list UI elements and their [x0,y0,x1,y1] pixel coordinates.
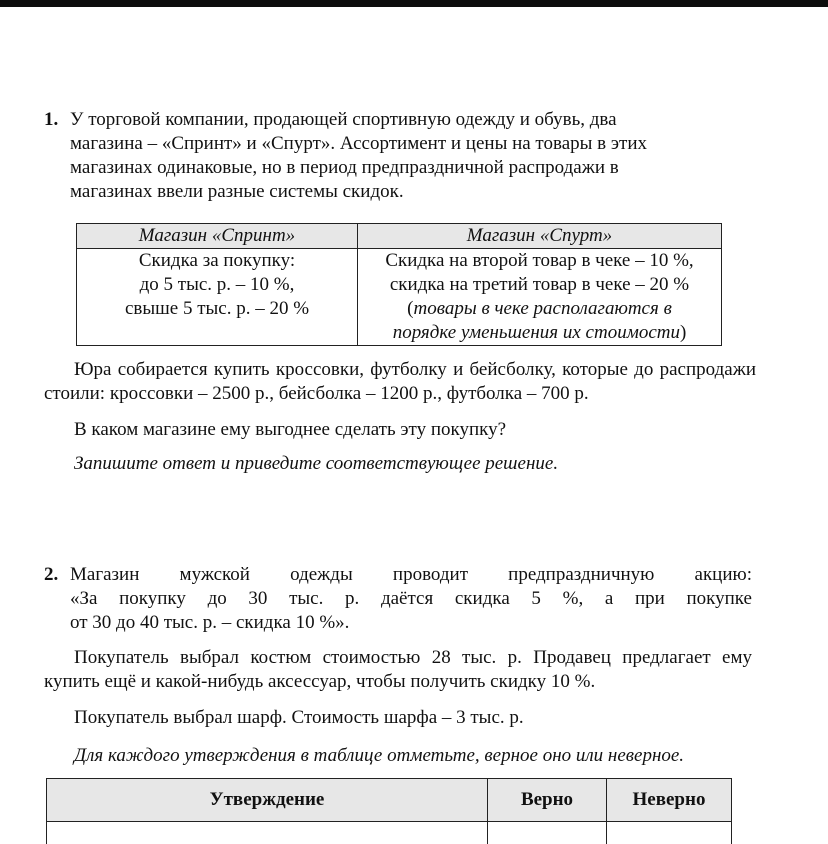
task-stem [70,563,752,635]
note-line: товары в чеке располагаются в [414,298,672,319]
stem-line: «За покупку до 30 тыс. р. даётся скидка 5 %, а при покупке [70,587,752,611]
true-cell[interactable] [488,822,607,844]
task-1 [44,108,756,204]
top-bar [0,0,828,7]
task-2-instruction [44,744,756,768]
table-header-row [77,224,722,249]
statements-table [46,778,732,844]
question-text: В каком магазине ему выгоднее сделать эту покупку? [74,418,756,442]
task-2 [44,563,752,635]
instruction-text: Для каждого утверждения в таблице отметьте, верное оно или неверное. [74,744,756,768]
task-2-body [44,646,752,694]
header-true: Верно [488,779,607,822]
cell-note [362,321,717,345]
cell-line: свыше 5 тыс. р. – 20 % [81,297,353,321]
table-row [77,249,722,346]
instruction-text: Запишите ответ и приведите соответствующее решение. [74,452,756,476]
paren-close: ) [680,322,686,343]
header-spurt: Магазин «Спурт» [358,224,722,249]
paragraph-line: распродажи стоили: кроссовки – 2500 р., бейсболка – 1200 р., футболка – 700 р. [44,359,756,404]
sprint-discount-cell [77,249,358,346]
scarf-text: Покупатель выбрал шарф. Стоимость шарфа – 3 тыс. р. [74,706,756,730]
statement-cell [47,822,488,844]
task-1-instruction [44,452,756,476]
cell-line: скидка на третий товар в чеке – 20 % [362,273,717,297]
discount-table [76,223,722,346]
task-paragraph [44,646,752,694]
paren-open: ( [407,298,413,319]
task-number: 2. [44,563,58,587]
task-1-body [44,358,756,406]
table-header-row [47,779,732,822]
cell-note [362,297,717,321]
false-cell[interactable] [607,822,732,844]
task-stem [70,108,756,204]
stem-line: У торговой компании, продающей спортивную одежду и обувь, два [70,108,756,132]
task-number: 1. [44,108,58,132]
header-sprint: Магазин «Спринт» [77,224,358,249]
cell-line: Скидка на второй товар в чеке – 10 %, [362,249,717,273]
stem-line: магазинах одинаковые, но в период предпраздничной распродажи в [70,156,756,180]
note-line: порядке уменьшения их стоимости [393,322,680,343]
cell-line: Скидка за покупку: [81,249,353,273]
paragraph-line: Юра собирается купить кроссовки, футболку и бейсболку, которые до [74,359,653,380]
header-false: Неверно [607,779,732,822]
header-statement: Утверждение [47,779,488,822]
paragraph-line: Покупатель выбрал костюм стоимостью 28 тыс. р. Продавец предлагает [74,647,711,668]
stem-line: магазинах ввели разные системы скидок. [70,180,756,204]
spurt-discount-cell [358,249,722,346]
stem-line: Магазин мужской одежды проводит предпраздничную акцию: [70,563,752,587]
cell-line: до 5 тыс. р. – 10 %, [81,273,353,297]
task-1-question [44,418,756,442]
stem-line: от 30 до 40 тыс. р. – скидка 10 %». [70,611,752,635]
paragraph-line: ему купить ещё и какой-нибудь аксессуар, чтобы получить скидку 10 %. [44,647,752,692]
task-2-para2 [44,706,756,730]
stem-line: магазина – «Спринт» и «Спурт». Ассортимент и цены на товары в этих [70,132,756,156]
task-paragraph [44,358,756,406]
table-row [47,822,732,844]
